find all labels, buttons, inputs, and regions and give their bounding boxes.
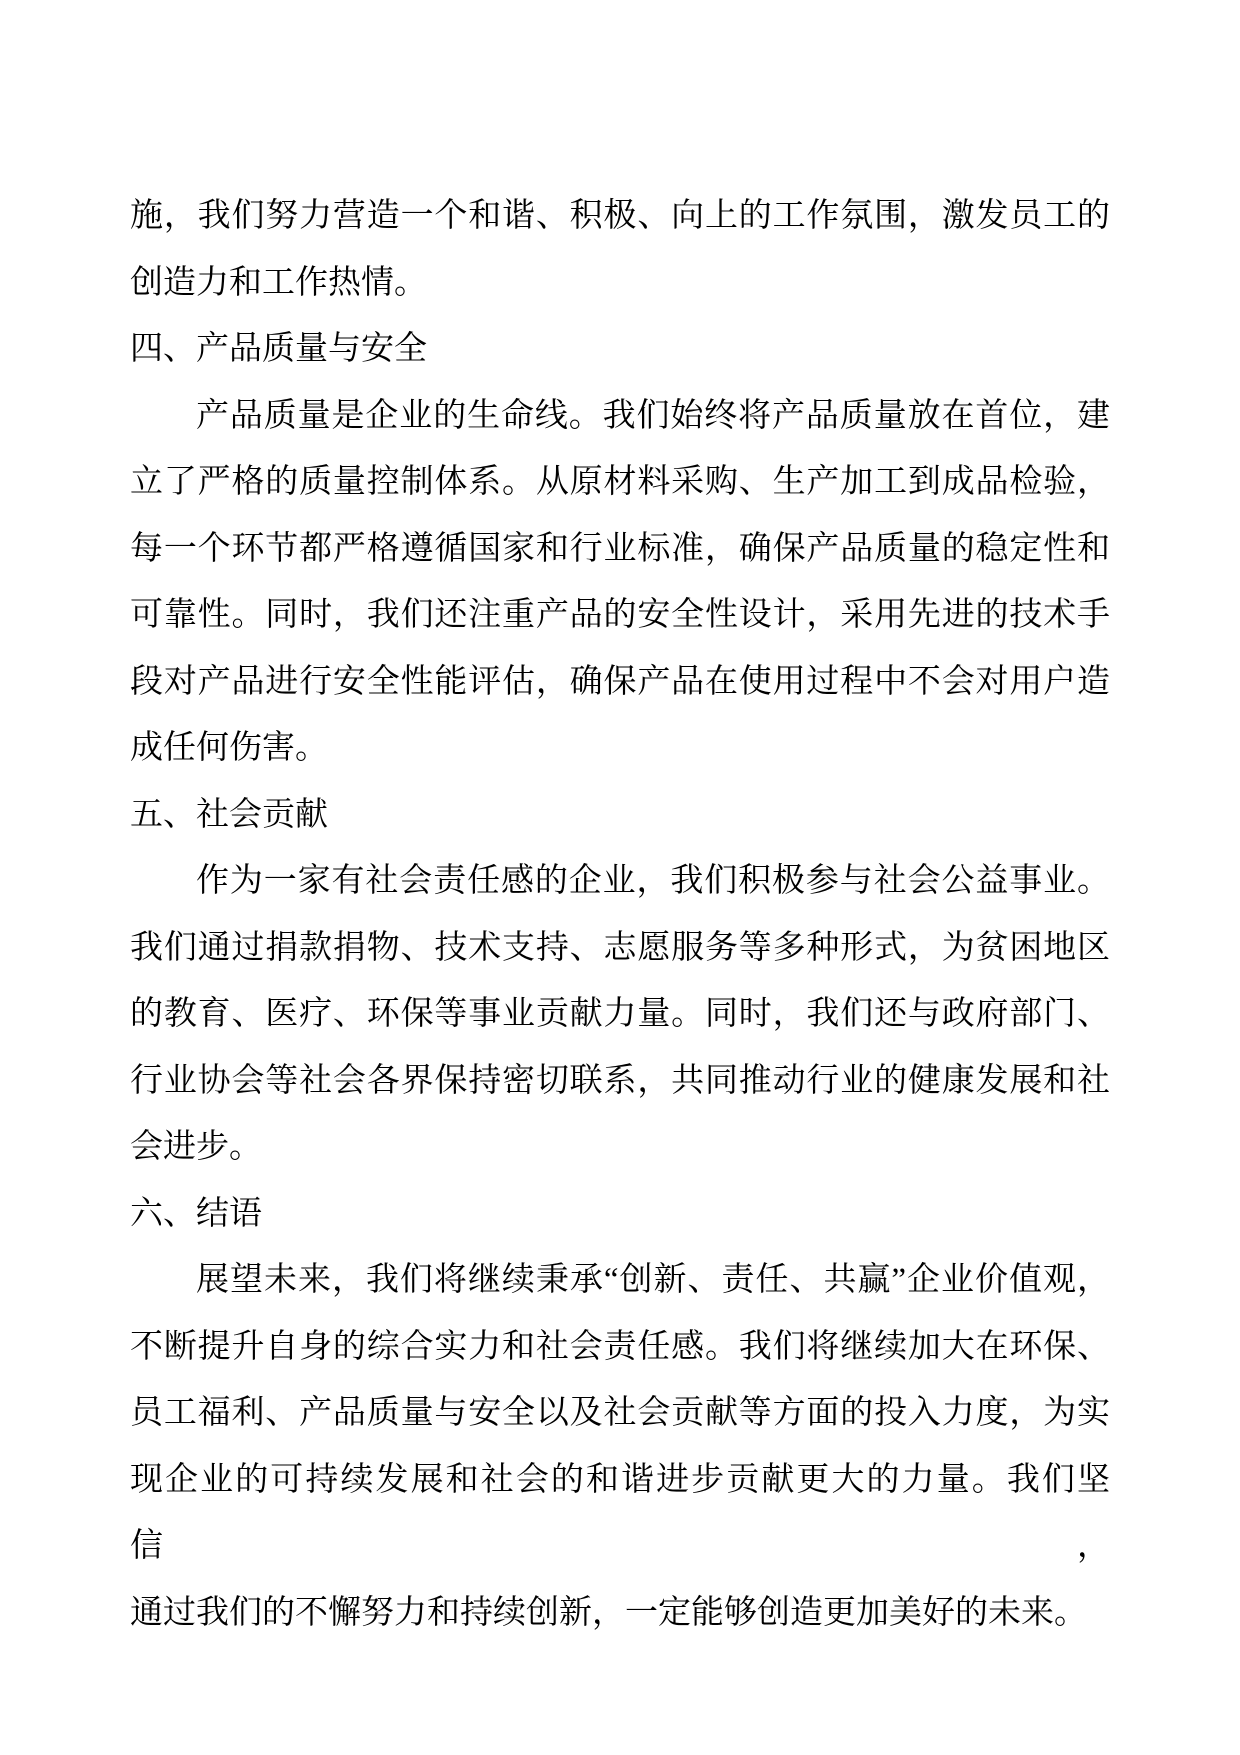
text-line: 行业协会等社会各界保持密切联系，共同推动行业的健康发展和社 (130, 1062, 1110, 1099)
text-line: 展望未来，我们将继续秉承“创新、责任、共赢”企业价值观， (196, 1262, 1110, 1298)
text-line: 施，我们努力营造一个和谐、积极、向上的工作氛围，激发员工的 (130, 198, 1110, 234)
text-line: 不断提升自身的综合实力和社会责任感。我们将继续加大在环保、 (130, 1328, 1110, 1365)
section-heading-quality: 四、产品质量与安全 (130, 331, 427, 367)
section-heading-closing: 六、结语 (130, 1195, 262, 1232)
text-line: 成任何伤害。 (130, 730, 328, 766)
text-line: 每一个环节都严格遵循国家和行业标准，确保产品质量的稳定性和 (130, 530, 1110, 567)
text-line: 现企业的可持续发展和社会的和谐进步贡献更大的力量。我们坚信， (130, 1461, 1110, 1564)
text-line: 会进步。 (130, 1129, 262, 1165)
text-line: 创造力和工作热情。 (130, 264, 427, 301)
text-line: 可靠性。同时，我们还注重产品的安全性设计，采用先进的技术手 (130, 597, 1110, 633)
text-line: 段对产品进行安全性能评估，确保产品在使用过程中不会对用户造 (130, 663, 1110, 700)
section-heading-social: 五、社会贡献 (130, 796, 328, 833)
text-line: 我们通过捐款捐物、技术支持、志愿服务等多种形式，为贫困地区 (130, 929, 1110, 966)
text-line: 的教育、医疗、环保等事业贡献力量。同时，我们还与政府部门、 (130, 996, 1110, 1032)
text-line: 作为一家有社会责任感的企业，我们积极参与社会公益事业。 (196, 863, 1110, 899)
text-line: 员工福利、产品质量与安全以及社会贡献等方面的投入力度，为实 (130, 1395, 1110, 1431)
text-line: 产品质量是企业的生命线。我们始终将产品质量放在首位，建 (196, 397, 1110, 434)
document-text-block (130, 183, 1110, 1646)
text-line: 通过我们的不懈努力和持续创新，一定能够创造更加美好的未来。 (130, 1594, 1087, 1631)
text-line: 立了严格的质量控制体系。从原材料采购、生产加工到成品检验， (130, 464, 1110, 500)
